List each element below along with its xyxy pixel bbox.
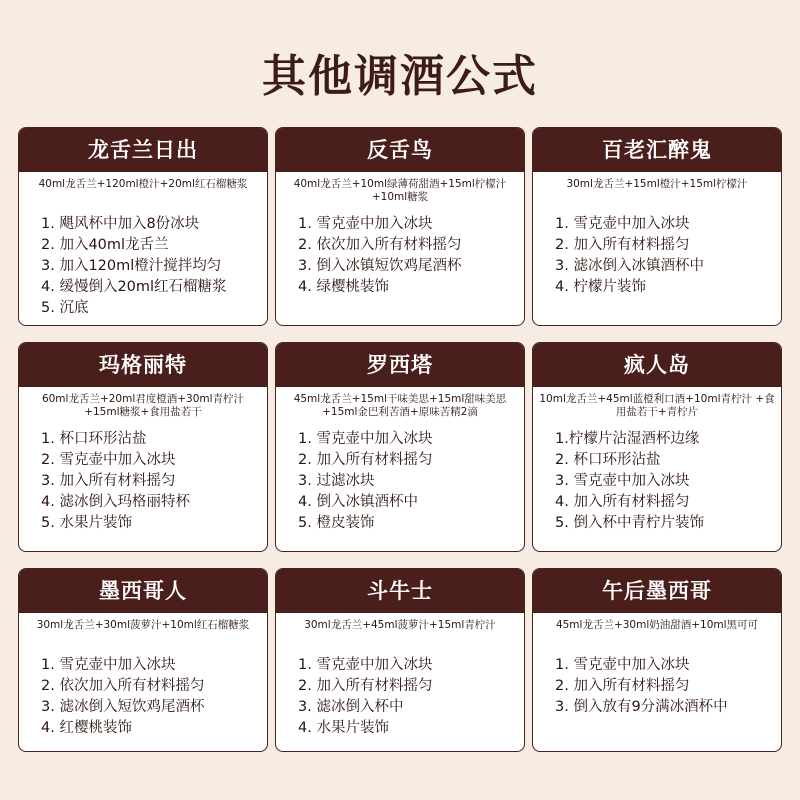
recipe-card [18,568,268,752]
recipe-name: 墨西哥人 [19,569,267,613]
step-item: 5. 沉底 [41,300,89,316]
step-item: 3. 雪克壶中加入冰块 [555,473,690,489]
step-item: 3. 滤冰倒入杯中 [298,699,404,715]
recipe-ingredients: 30ml龙舌兰+15ml橙汁+15ml柠檬汁 [566,178,748,190]
recipe-name: 反舌鸟 [276,128,524,172]
step-item: 5. 倒入杯中青柠片装饰 [555,515,704,531]
recipe-ingredients: 10ml龙舌兰+45ml蓝橙利口酒+10ml青柠汁 +食用盐若干+青柠片 [539,393,775,418]
step-item: 3. 滤冰倒入冰镇酒杯中 [555,258,704,274]
step-item: 1. 雪克壶中加入冰块 [298,216,433,232]
step-item: 4. 柠檬片装饰 [555,279,646,295]
step-item: 1. 雪克壶中加入冰块 [41,657,176,673]
step-item: 4. 水果片装饰 [298,720,389,736]
step-item: 2. 加入所有材料摇匀 [298,452,433,468]
step-item: 4. 绿樱桃装饰 [298,279,389,295]
recipe-card [275,568,525,752]
recipe-ingredients: 45ml龙舌兰+15ml干味美思+15ml甜味美思 +15ml金巴利苦酒+原味苦精2滴 [293,393,507,418]
step-item: 1. 雪克壶中加入冰块 [298,431,433,447]
step-item: 3. 加入所有材料摇匀 [41,473,176,489]
recipe-ingredients: 30ml龙舌兰+45ml菠萝汁+15ml青柠汁 [304,619,496,631]
recipe-ingredients: 30ml龙舌兰+30ml菠萝汁+10ml红石榴糖浆 [36,619,250,631]
recipe-card [18,127,268,326]
recipe-steps [276,655,524,739]
step-item: 1. 飓风杯中加入8份冰块 [41,216,200,232]
step-item: 3. 滤冰倒入短饮鸡尾酒杯 [41,699,205,715]
step-item: 2. 杯口环形沾盐 [555,452,661,468]
step-item: 2. 加入所有材料摇匀 [555,237,690,253]
step-item: 2. 加入所有材料摇匀 [555,678,690,694]
recipe-steps [19,214,267,319]
step-item: 2. 加入40ml龙舌兰 [41,237,169,253]
recipe-name: 龙舌兰日出 [19,128,267,172]
recipe-card [532,342,782,552]
recipe-steps [19,655,267,739]
step-item: 4. 红樱桃装饰 [41,720,132,736]
page-title: 其他调酒公式 [262,51,538,102]
step-item: 1. 雪克壶中加入冰块 [555,216,690,232]
recipe-grid [18,127,782,752]
step-item: 3. 加入120ml橙汁搅拌均匀 [41,258,222,274]
recipe-name: 百老汇醉鬼 [533,128,781,172]
recipe-card [275,127,525,326]
step-item: 5. 橙皮装饰 [298,515,375,531]
step-item: 2. 雪克壶中加入冰块 [41,452,176,468]
recipe-ingredients: 40ml龙舌兰+10ml绿薄荷甜酒+15ml柠檬汁 +10ml糖浆 [293,178,507,203]
recipe-name: 午后墨西哥 [533,569,781,613]
recipe-steps [533,655,781,718]
step-item: 4. 加入所有材料摇匀 [555,494,690,510]
recipe-card [18,342,268,552]
step-item: 5. 水果片装饰 [41,515,132,531]
recipe-name: 玛格丽特 [19,343,267,387]
recipe-steps [533,214,781,298]
step-item: 3. 倒入放有9分满冰酒杯中 [555,699,728,715]
recipe-card [532,568,782,752]
recipe-ingredients: 40ml龙舌兰+120ml橙汁+20ml红石榴糖浆 [38,178,248,190]
step-item: 1. 雪克壶中加入冰块 [298,657,433,673]
recipe-steps [19,429,267,534]
recipe-ingredients: 45ml龙舌兰+30ml奶油甜酒+10ml黑可可 [555,619,759,631]
step-item: 4. 倒入冰镇酒杯中 [298,494,418,510]
step-item: 2. 依次加入所有材料摇匀 [41,678,205,694]
step-item: 4. 滤冰倒入玛格丽特杯 [41,494,190,510]
step-item: 1.柠檬片沾湿酒杯边缘 [555,431,700,447]
step-item: 4. 缓慢倒入20ml红石榴糖浆 [41,279,227,295]
recipe-steps [533,429,781,534]
recipe-card [275,342,525,552]
step-item: 1. 雪克壶中加入冰块 [555,657,690,673]
step-item: 3. 倒入冰镇短饮鸡尾酒杯 [298,258,462,274]
step-item: 2. 依次加入所有材料摇匀 [298,237,462,253]
recipe-name: 疯人岛 [533,343,781,387]
recipe-name: 斗牛士 [276,569,524,613]
step-item: 2. 加入所有材料摇匀 [298,678,433,694]
recipe-steps [276,429,524,534]
recipe-name: 罗西塔 [276,343,524,387]
step-item: 3. 过滤冰块 [298,473,375,489]
recipe-card [532,127,782,326]
recipe-ingredients: 60ml龙舌兰+20ml君度橙酒+30ml青柠汁 +15ml糖浆+食用盐若干 [41,393,245,418]
step-item: 1. 杯口环形沾盐 [41,431,147,447]
recipe-steps [276,214,524,298]
